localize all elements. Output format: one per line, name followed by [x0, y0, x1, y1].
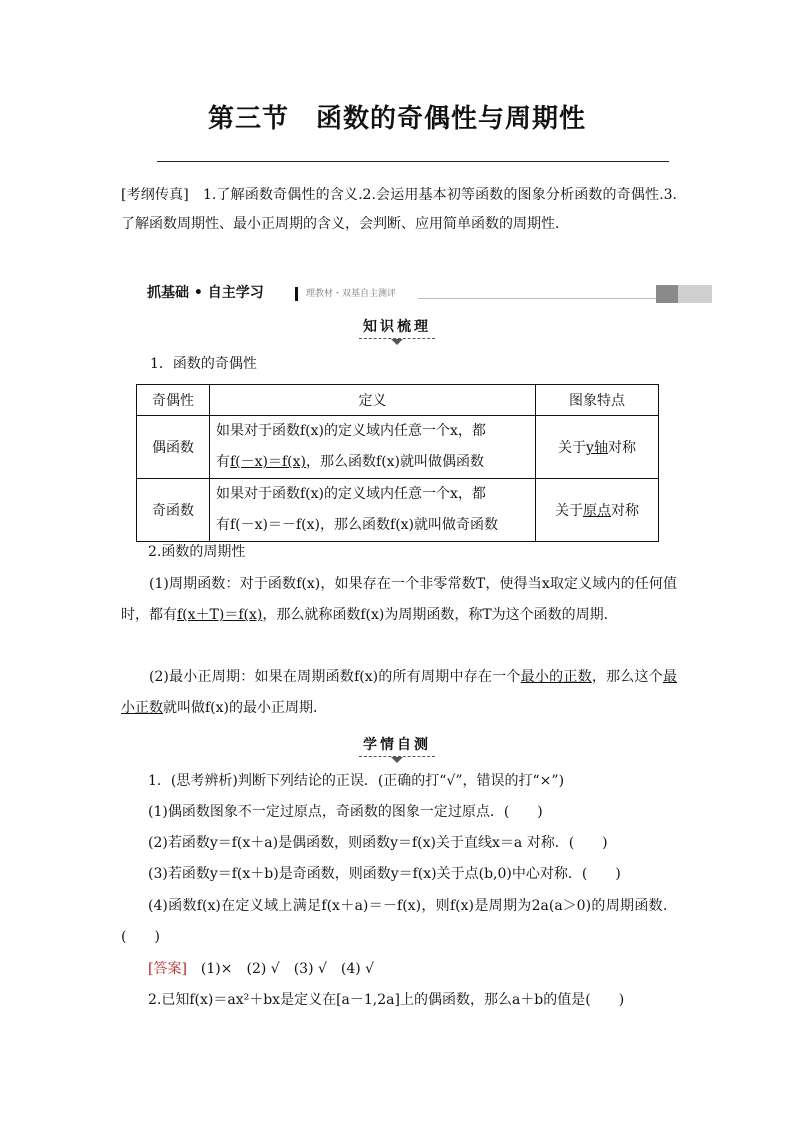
self-test-heading	[0, 734, 794, 763]
table-cell-definition	[210, 416, 536, 479]
feature-text: 关于	[558, 440, 587, 456]
outline-tag: [考纲传真]	[121, 187, 189, 203]
paragraph-text: 就叫做f(x)的最小正周期．	[163, 700, 328, 716]
outline-text: 1.了解函数奇偶性的含义.2.会运用基本初等函数的图象分析函数的奇偶性.3.了解函数周期性、最小正周期的含义，会判断、应用简单函数的周期性．	[121, 187, 677, 232]
table-cell-name: 奇函数	[137, 479, 210, 542]
answer-tag: [答案]	[148, 961, 187, 977]
question-2: 2.已知f(x)＝ax²＋bx是定义在[a－1,2a]上的偶函数，那么a＋b的值是( )	[148, 992, 625, 1008]
down-triangle-icon	[391, 757, 403, 763]
table-header: 奇偶性	[137, 385, 210, 416]
feature-text: 对称	[607, 440, 636, 456]
band-dark-block	[656, 285, 678, 303]
answer-text: (1)× (2) √ (3) √ (4) √	[186, 961, 375, 977]
definition-line	[216, 510, 529, 541]
underlined-term: 最小正数	[121, 669, 678, 716]
definition-line	[216, 447, 529, 478]
item2-heading: 2.函数的周期性	[148, 544, 246, 560]
min-period-paragraph	[121, 662, 677, 724]
table-header-row	[137, 385, 659, 416]
table-row	[137, 479, 659, 542]
table-cell-name: 偶函数	[137, 416, 210, 479]
table-header: 图象特点	[536, 385, 659, 416]
title-divider	[157, 161, 669, 162]
page-title: 第三节 函数的奇偶性与周期性	[207, 104, 586, 134]
table-header: 定义	[210, 385, 536, 416]
statement-3: (3)若函数y＝f(x＋b)是奇函数，则函数y＝f(x)关于点(b,0)中心对称．( )	[148, 866, 621, 882]
table-cell-definition	[210, 479, 536, 542]
paragraph-text: (1)周期函数：对于函数f(x)，如果存在一个非零常数T，使得当x取定义域内的任何值时，都有	[121, 576, 677, 623]
underlined-formula: f(x＋T)＝f(x)	[177, 607, 263, 623]
band-subtitle: 理教材・双基自主测评	[306, 289, 397, 299]
paragraph-text: ，那么这个	[591, 669, 664, 685]
self-test-heading-text: 学情自测	[359, 734, 435, 757]
knowledge-heading	[0, 316, 794, 345]
underlined-term: 最小的正数	[520, 669, 592, 685]
parity-table	[136, 384, 659, 542]
periodic-function-paragraph	[121, 569, 677, 631]
answer-line	[148, 955, 683, 984]
section-band	[121, 283, 712, 304]
band-title: 抓基础 • 自主学习	[147, 285, 264, 301]
feature-text: 对称	[611, 503, 639, 519]
definition-text: ，那么函数f(x)就叫做偶函数	[306, 454, 485, 470]
underlined-feature: 原点	[583, 503, 611, 519]
table-row	[137, 416, 659, 479]
statement-2: (2)若函数y＝f(x＋a)是偶函数，则函数y＝f(x)关于直线x＝a 对称．( )	[148, 835, 608, 851]
table-cell-feature	[536, 416, 659, 479]
statement-4: (4)函数f(x)在定义域上满足f(x＋a)＝－f(x)，则f(x)是周期为2a(a＞0)的周期函数．( )	[121, 898, 677, 945]
paragraph-text: (2)最小正周期：如果在周期函数f(x)的所有周期中存在一个	[149, 669, 521, 685]
underlined-feature: y轴	[586, 440, 608, 456]
definition-text: 有	[216, 454, 230, 470]
feature-text: 关于	[555, 503, 583, 519]
question-1: 1．(思考辨析)判断下列结论的正误．(正确的打“√”，错误的打“×”)	[148, 773, 565, 789]
band-rule	[418, 298, 656, 299]
band-separator	[295, 287, 298, 301]
item1-heading: 1．函数的奇偶性	[150, 356, 257, 372]
syllabus-outline	[121, 181, 677, 239]
table-cell-feature	[536, 479, 659, 542]
definition-line: 如果对于函数f(x)的定义域内任意一个x，都	[216, 486, 486, 502]
definition-text: 有	[216, 517, 230, 533]
down-triangle-icon	[391, 339, 403, 345]
definition-line: 如果对于函数f(x)的定义域内任意一个x，都	[216, 423, 486, 439]
paragraph-text: ，那么就称函数f(x)为周期函数，称T为这个函数的周期．	[262, 607, 618, 623]
underlined-formula: f(－x)＝f(x)	[230, 454, 307, 470]
definition-text: ，那么函数f(x)就叫做奇函数	[320, 517, 499, 533]
knowledge-heading-text: 知识梳理	[359, 316, 435, 339]
formula: f(－x)＝－f(x)	[230, 517, 321, 533]
band-light-block	[678, 285, 712, 303]
statement-1: (1)偶函数图象不一定过原点，奇函数的图象一定过原点．( )	[148, 804, 543, 820]
